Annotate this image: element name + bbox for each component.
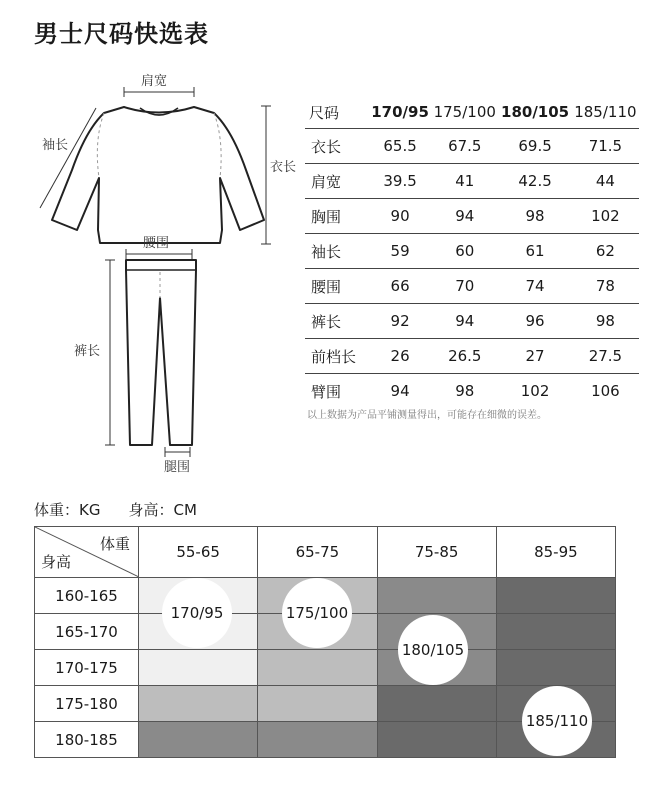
- table-cell: 78: [572, 269, 639, 304]
- height-header: 170-175: [35, 650, 139, 686]
- row-label: 肩宽: [305, 164, 369, 199]
- weight-unit: 体重：KG: [34, 501, 101, 519]
- table-cell: 71.5: [572, 129, 639, 164]
- table-cell: 41: [431, 164, 498, 199]
- table-cell: 65.5: [369, 129, 431, 164]
- waist-label: 腰围: [143, 236, 170, 251]
- table-cell: 59: [369, 234, 431, 269]
- size-bubble-185-110: 185/110: [522, 686, 592, 756]
- sleeve-label: 袖长: [42, 138, 69, 153]
- length-label: 衣长: [270, 160, 297, 175]
- table-cell: 42.5: [498, 164, 571, 199]
- size-bubble-180-105: 180/105: [398, 615, 468, 685]
- pants-length-label: 裤长: [74, 344, 101, 359]
- grid-cell: [258, 650, 377, 686]
- table-cell: 62: [572, 234, 639, 269]
- table-cell: 94: [431, 304, 498, 339]
- row-label: 袖长: [305, 234, 369, 269]
- size-bubble-175-100: 175/100: [282, 578, 352, 648]
- grid-header-row: [35, 527, 616, 578]
- row-label: 衣长: [305, 129, 369, 164]
- height-unit: 身高：CM: [128, 501, 197, 519]
- page-title: 男士尺码快选表: [34, 20, 209, 48]
- table-cell: 92: [369, 304, 431, 339]
- grid-cell: [139, 722, 258, 758]
- row-label: 裤长: [305, 304, 369, 339]
- table-cell: 74: [498, 269, 571, 304]
- corner-weight-label: 体重: [99, 535, 130, 553]
- table-row: [305, 304, 639, 339]
- table-cell: 98: [572, 304, 639, 339]
- size-header-cell: 185/110: [574, 103, 637, 121]
- size-bubble-170-95: 170/95: [162, 578, 232, 648]
- table-cell: 98: [455, 382, 475, 400]
- size-header-cell: 175/100: [433, 103, 496, 121]
- grid-cell: [377, 722, 496, 758]
- height-header: 160-165: [35, 578, 139, 614]
- units-line: [34, 499, 225, 520]
- grid-cell: [496, 578, 615, 614]
- table-row: [305, 199, 639, 234]
- table-cell: 60: [431, 234, 498, 269]
- grid-cell: [377, 686, 496, 722]
- thigh-label: 腿围: [164, 460, 191, 475]
- table-row: [305, 339, 639, 374]
- weight-header: 85-95: [496, 527, 615, 578]
- table-row: [305, 234, 639, 269]
- table-cell: 98: [498, 199, 571, 234]
- table-cell: 27.5: [572, 339, 639, 374]
- grid-cell: [258, 722, 377, 758]
- weight-header: 55-65: [139, 527, 258, 578]
- row-label: 胸围: [305, 199, 369, 234]
- grid-cell: [377, 578, 496, 614]
- table-cell: 44: [572, 164, 639, 199]
- table-cell: 26.5: [431, 339, 498, 374]
- table-cell: 26: [369, 339, 431, 374]
- row-label: 前档长: [305, 339, 369, 374]
- weight-header: 75-85: [377, 527, 496, 578]
- grid-cell: [139, 650, 258, 686]
- row-label: 腰围: [305, 269, 369, 304]
- table-row: [305, 129, 639, 164]
- table-cell: 27: [498, 339, 571, 374]
- table-row: [305, 164, 639, 199]
- grid-corner-cell: [35, 527, 139, 578]
- table-cell: 69.5: [498, 129, 571, 164]
- size-table: [305, 96, 639, 408]
- grid-row: [35, 650, 616, 686]
- size-recommendation-grid: [34, 526, 616, 758]
- table-row: [305, 269, 639, 304]
- garment-illustration: [0, 60, 300, 480]
- height-header: 165-170: [35, 614, 139, 650]
- size-header-cell: 尺码: [309, 103, 340, 122]
- measurement-note: 以上数据为产品平铺测量得出，可能存在细微的误差。: [307, 410, 547, 421]
- table-cell: 39.5: [369, 164, 431, 199]
- size-table-header: [305, 96, 639, 129]
- table-cell: 67.5: [431, 129, 498, 164]
- weight-header: 65-75: [258, 527, 377, 578]
- grid-cell: [496, 614, 615, 650]
- table-cell: 94: [431, 199, 498, 234]
- grid-cell: [496, 650, 615, 686]
- grid-cell: [258, 686, 377, 722]
- table-cell: 94: [390, 382, 410, 400]
- height-header: 180-185: [35, 722, 139, 758]
- table-cell: 90: [369, 199, 431, 234]
- size-header-cell: 180/105: [501, 103, 570, 121]
- height-header: 175-180: [35, 686, 139, 722]
- table-cell: 102: [520, 382, 550, 400]
- table-cell: 106: [591, 382, 620, 400]
- table-cell: 96: [498, 304, 571, 339]
- table-row: [305, 374, 639, 409]
- table-cell: 102: [572, 199, 639, 234]
- shoulder-label: 肩宽: [141, 74, 168, 89]
- table-cell: 70: [431, 269, 498, 304]
- garment-diagram: [0, 60, 300, 480]
- table-cell: 66: [369, 269, 431, 304]
- row-label: 臂围: [311, 382, 342, 401]
- corner-height-label: 身高: [41, 553, 72, 571]
- table-cell: 61: [498, 234, 571, 269]
- size-header-cell: 170/95: [371, 103, 429, 121]
- grid-cell: [139, 686, 258, 722]
